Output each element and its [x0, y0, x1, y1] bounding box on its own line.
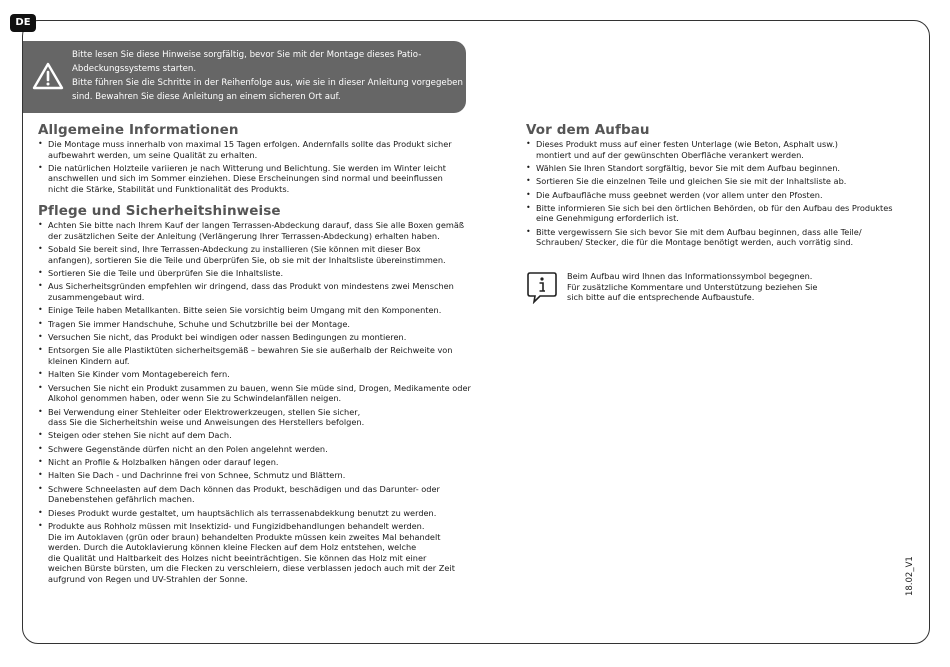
list-item [38, 484, 488, 505]
list-item-line: • Bitte vergewissern Sie sich bevor Sie mit dem Aufbau beginnen, dass alle Teile/ [536, 226, 862, 237]
before-assembly-heading: Vor dem Aufbau [526, 122, 650, 138]
list-item-line: aufbewahrt werden, um seine Qualität zu erhalten. [48, 149, 258, 160]
list-item [526, 190, 916, 201]
list-item-line: • Steigen oder stehen Sie nicht auf dem Dach. [48, 430, 232, 441]
list-item [526, 176, 916, 187]
info-line: sich bitte auf die entsprechende Aufbaustufe. [567, 292, 755, 303]
list-item [526, 163, 916, 174]
care-safety-heading: Pflege und Sicherheitshinweise [38, 203, 281, 220]
list-item-line: anschwellen und sich im Sommer einziehen. Diese Erscheinungen sind normal und beeinflussen [48, 173, 443, 184]
list-item [38, 332, 488, 343]
list-item-line: Danebenstehen gefährlich machen. [48, 494, 195, 505]
list-item [38, 281, 488, 302]
warning-line: sind. Bewahren Sie diese Anleitung an einem sicheren Ort auf. [72, 92, 341, 103]
list-item [526, 227, 916, 248]
list-item-line: • Sortieren Sie die einzelnen Teile und gleichen Sie sie mit der Inhaltsliste ab. [536, 176, 847, 187]
warning-box [23, 41, 466, 113]
care-safety-list [38, 220, 488, 584]
list-item-line: • Tragen Sie immer Handschuhe, Schuhe und Schutzbrille bei der Montage. [48, 318, 351, 329]
list-item [38, 508, 488, 519]
list-item [526, 139, 916, 160]
warning-triangle-icon [32, 62, 64, 90]
warning-line: Bitte lesen Sie diese Hinweise sorgfältig, bevor Sie mit der Montage dieses Patio- [72, 50, 422, 60]
list-item-line: • Dieses Produkt wurde gestaltet, um hauptsächlich als terrassenabdekkung benutzt zu werden. [48, 507, 437, 518]
list-item-line: • Sortieren Sie die Teile und überprüfen Sie die Inhaltsliste. [48, 268, 284, 279]
list-item-line: • Produkte aus Rohholz müssen mit Insektizid- und Fungizidbehandlungen behandelt werden. [48, 521, 425, 531]
list-item-line: dass Sie die Sicherheitshin weise und Anweisungen des Herstellers befolgen. [48, 417, 365, 428]
info-note [567, 271, 867, 303]
list-item-line: • Halten Sie Kinder vom Montagebereich fern. [48, 369, 230, 380]
right-column [526, 122, 916, 251]
list-item-line: Schrauben/ Stecker, die für die Montage benötigt werden, auch vorrätig sind. [536, 237, 854, 248]
list-item-line: die Qualität und Haltbarkeit des Holzes nicht beeinträchtigen. Sie können das Holz mit einer [48, 552, 427, 563]
list-item-line: • Entsorgen Sie alle Plastiktüten sicherheitsgemäß – bewahren Sie sie außerhalb der Reichweite von [48, 345, 453, 356]
before-assembly-list [526, 139, 916, 248]
info-line: Für zusätzliche Kommentare und Unterstützung beziehen Sie [567, 281, 818, 292]
list-item-line: kleinen Kindern auf. [48, 355, 130, 366]
list-item [38, 383, 488, 404]
list-item-line: • Die Aufbaufläche muss geebnet werden (vor allem unter den Pfosten. [536, 189, 823, 200]
list-item-line: • Die natürlichen Holzteile variieren je nach Witterung und Belichtung. Sie werden im Winter leicht [48, 162, 446, 173]
list-item-line: • Schwere Schneelasten auf dem Dach können das Produkt, beschädigen und das Darunter- oder [48, 483, 440, 494]
list-item-line: • Halten Sie Dach - und Dachrinne frei von Schnee, Schmutz und Blättern. [48, 470, 346, 481]
list-item-line: • Nicht an Profile & Holzbalken hängen oder darauf legen. [48, 457, 279, 468]
list-item [38, 319, 488, 330]
list-item [38, 163, 488, 195]
list-item [38, 407, 488, 428]
list-item [38, 369, 488, 380]
list-item-line: Alkohol genommen haben, oder wenn Sie zu Schwindelanfällen neigen. [48, 393, 342, 404]
list-item [38, 305, 488, 316]
info-line: Beim Aufbau wird Ihnen das Informationssymbol begegnen. [567, 271, 813, 281]
list-item [38, 457, 488, 468]
list-item [38, 521, 488, 584]
list-item [38, 220, 488, 241]
list-item-line: • Die Montage muss innerhalb von maximal 15 Tagen erfolgen. Andernfalls sollte das Produkt sicher [48, 139, 452, 149]
general-info-heading: Allgemeine Informationen [38, 122, 239, 138]
list-item-line: • Schwere Gegenstände dürfen nicht an den Polen angelehnt werden. [48, 443, 328, 454]
list-item [38, 470, 488, 481]
list-item-line: • Wählen Sie Ihren Standort sorgfältig, bevor Sie mit dem Aufbau beginnen. [536, 162, 841, 173]
list-item-line: montiert und auf der gewünschten Oberfläche verankert werden. [536, 149, 804, 160]
list-item [38, 244, 488, 265]
general-info-list [38, 139, 488, 195]
list-item [38, 139, 488, 160]
list-item [526, 203, 916, 224]
list-item-line: • Dieses Produkt muss auf einer festen Unterlage (wie Beton, Asphalt usw.) [536, 139, 838, 149]
list-item-line: • Bitte informieren Sie sich bei den örtlichen Behörden, ob für den Aufbau des Produktes [536, 202, 893, 213]
list-item-line: anfangen), sortieren Sie die Teile und überprüfen Sie, ob sie mit der Inhaltsliste übereinstimmen. [48, 254, 446, 265]
language-badge: DE [10, 14, 36, 32]
list-item-line: werden. Durch die Autoklavierung können kleine Flecken auf dem Holz entstehen, welche [48, 542, 417, 553]
warning-line: Bitte führen Sie die Schritte in der Reihenfolge aus, wie sie in dieser Anleitung vorgegeben [72, 78, 463, 89]
list-item-line: nicht die Stärke, Stabilität und Funktionalität des Produkts. [48, 183, 290, 194]
list-item-line: • Achten Sie bitte nach Ihrem Kauf der langen Terrassen-Abdeckung darauf, dass Sie alle Boxen gemäß [48, 220, 465, 231]
list-item [38, 345, 488, 366]
warning-text [72, 48, 462, 104]
list-item-line: • Einige Teile haben Metallkanten. Bitte seien Sie vorsichtig beim Umgang mit den Komponenten. [48, 305, 442, 316]
left-column [38, 122, 488, 587]
list-item [38, 430, 488, 441]
info-icon [526, 270, 558, 304]
list-item-line: eine Genehmigung erforderlich ist. [536, 213, 679, 224]
list-item-line: • Versuchen Sie nicht ein Produkt zusammen zu bauen, wenn Sie müde sind, Drogen, Medikamente oder [48, 382, 471, 393]
warning-line: Abdeckungssystems starten. [72, 64, 197, 75]
list-item-line: zusammengebaut wird. [48, 292, 145, 302]
list-item-line: • Aus Sicherheitsgründen empfehlen wir dringend, dass das Produkt von mindestens zwei Menschen [48, 281, 454, 292]
list-item-line: Die im Autoklaven (grün oder braun) behandelten Produkte müssen kein zweites Mal behandelt [48, 531, 441, 542]
list-item-line: aufgrund von Regen und UV-Strahlen der Sonne. [48, 573, 248, 584]
list-item-line: • Bei Verwendung einer Stehleiter oder Elektrowerkzeugen, stellen Sie sicher, [48, 406, 361, 417]
list-item [38, 268, 488, 279]
list-item [38, 444, 488, 455]
list-item-line: • Sobald Sie bereit sind, Ihre Terrassen-Abdeckung zu installieren (Sie können mit dieser Box [48, 244, 421, 255]
list-item-line: der zusätzlichen Seite der Anleitung (Verlängerung Ihrer Terrassen-Abdeckung) erhalten haben. [48, 230, 440, 241]
list-item-line: • Versuchen Sie nicht, das Produkt bei windigen oder nassen Bedingungen zu montieren. [48, 332, 407, 343]
list-item-line: weichen Bürste bürsten, um die Flecken zu verschleiern, diese verblassen jedoch auch mit der Zeit [48, 563, 455, 574]
version-label: 18.02_V1 [905, 556, 915, 596]
